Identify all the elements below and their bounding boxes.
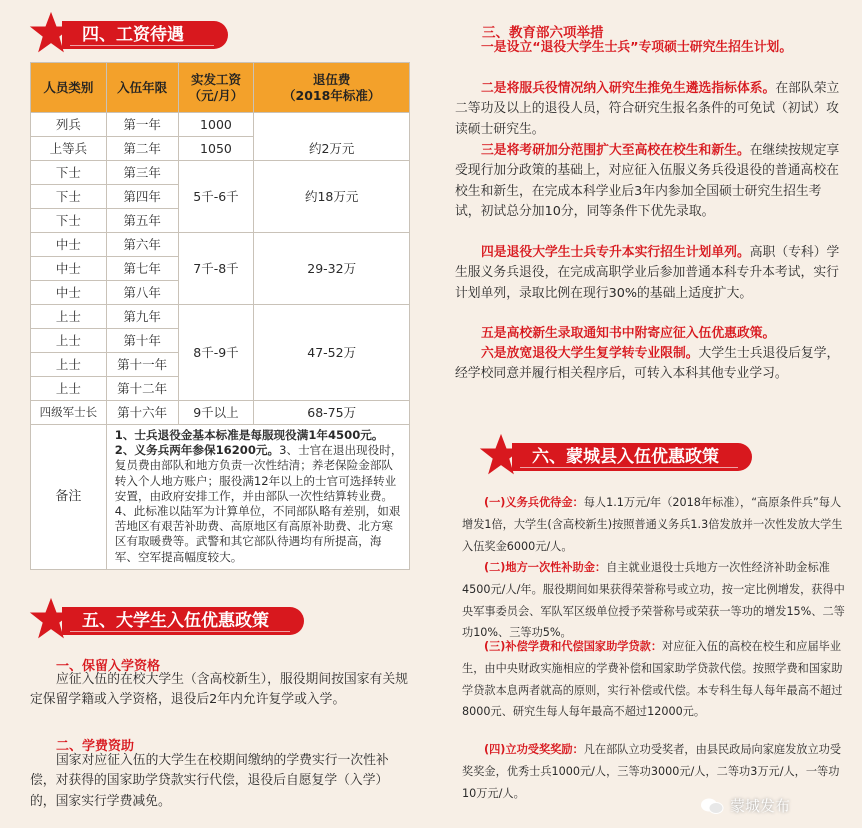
measure-2 bbox=[455, 79, 847, 140]
year-cell: 第十年 bbox=[106, 329, 178, 353]
note-row bbox=[31, 425, 410, 570]
note-body: 3、士官在退出现役时，复员费由部队和地方负责一次性结清；养老保险金部队转入个人地方账户；服役满12年以上的士官可选择转业安置，由政府安排工作，并由部队一次性结算转业费。4、此标准以陆军为计算单位，不同部队略有差别，如艰苦地区有艰苦补助费、高原地区有高原补助费、北方寒区有取暖费等。武警和其它部队待遇均有所提高，海军、空军提高幅度较大。 bbox=[114, 443, 403, 564]
table-row bbox=[31, 161, 410, 185]
measure-1-title: 一是设立“退役大学生士兵”专项硕士研究生招生计划。 bbox=[481, 40, 793, 55]
benefit-3-label: (三)补偿学费和代偿国家助学贷款： bbox=[484, 640, 663, 653]
table-row bbox=[31, 233, 410, 257]
benefit-4-label: (四)立功受奖奖励： bbox=[484, 743, 584, 756]
table-row bbox=[31, 113, 410, 137]
measure-1 bbox=[455, 38, 847, 58]
note-label: 备注 bbox=[31, 425, 107, 570]
rank-cell: 四级军士长 bbox=[31, 401, 107, 425]
table-row bbox=[31, 305, 410, 329]
measure-4 bbox=[455, 243, 847, 304]
measure-6-title: 六是放宽退役大学生复学转专业限制。 bbox=[481, 346, 699, 361]
measure-3-title: 三是将考研加分范围扩大至高校在校生和新生。 bbox=[481, 143, 750, 158]
year-cell: 第三年 bbox=[106, 161, 178, 185]
measure-5-title: 五是高校新生录取通知书中附寄应征入伍优惠政策。 bbox=[481, 326, 776, 341]
section6-title: 六、蒙城县入伍优惠政策 bbox=[512, 443, 752, 471]
rank-cell: 上等兵 bbox=[31, 137, 107, 161]
wage-cell: 5千-6千 bbox=[178, 161, 254, 233]
benefit-3 bbox=[462, 636, 847, 723]
retire-cell: 约18万元 bbox=[254, 161, 410, 233]
rank-cell: 中士 bbox=[31, 233, 107, 257]
measure-6 bbox=[455, 344, 847, 385]
measure-2-text: 在部队荣立二等功及以上的退役人员，符合研究生报名条件的可免试（初试）攻读硕士研究生。 bbox=[455, 81, 840, 137]
benefit-1 bbox=[462, 492, 847, 557]
year-cell: 第十二年 bbox=[106, 377, 178, 401]
wage-cell: 1050 bbox=[178, 137, 254, 161]
table-header: 实发工资 （元/月） bbox=[178, 63, 254, 113]
sub-heading: 一、保留入学资格 bbox=[56, 659, 161, 674]
table-header: 入伍年限 bbox=[106, 63, 178, 113]
benefit-1-label: (一)义务兵优待金： bbox=[484, 496, 584, 509]
retire-cell: 29-32万 bbox=[254, 233, 410, 305]
wechat-icon bbox=[700, 797, 724, 815]
note-text bbox=[106, 425, 409, 570]
rank-cell: 中士 bbox=[31, 257, 107, 281]
section5-banner bbox=[28, 600, 308, 638]
paragraph: 国家对应征入伍的大学生在校期间缴纳的学费实行一次性补偿，对获得的国家助学贷款实行代偿，退役后自愿复学（入学）的，国家实行学费减免。 bbox=[30, 753, 389, 809]
wage-cell: 9千以上 bbox=[178, 401, 254, 425]
section-heading: 三、教育部六项举措 bbox=[482, 25, 604, 41]
table-row bbox=[31, 401, 410, 425]
table-header: 退伍费 （2018年标准） bbox=[254, 63, 410, 113]
rank-cell: 下士 bbox=[31, 185, 107, 209]
wage-cell: 7千-8千 bbox=[178, 233, 254, 305]
measure-4-text: 高职（专科）学生服义务兵退役，在完成高职学业后参加普通本科专升本考试，实行计划单列，录取比例在现行30%的基础上适度扩大。 bbox=[455, 245, 840, 301]
rank-cell: 中士 bbox=[31, 281, 107, 305]
rank-cell: 上士 bbox=[31, 377, 107, 401]
wage-cell: 8千-9千 bbox=[178, 305, 254, 401]
rank-cell: 上士 bbox=[31, 305, 107, 329]
measure-6-text: 大学生士兵退役后复学，经学校同意并履行相关程序后，可转入本科其他专业学习。 bbox=[455, 346, 840, 382]
measure-2-title: 二是将服兵役情况纳入研究生推免生遴选指标体系。 bbox=[481, 81, 776, 96]
benefit-1-text: 每人1.1万元/年（2018年标准），“高原条件兵”每人增发1倍，大学生(含高校新生)按照普通义务兵1.3倍发放并一次性发放大学生入伍奖金6000元/人。 bbox=[462, 496, 843, 553]
year-cell: 第八年 bbox=[106, 281, 178, 305]
measure-5 bbox=[455, 324, 847, 344]
benefit-3-text: 对应征入伍的高校在校生和应届毕业生，由中央财政实施相应的学费补偿和国家助学贷款代偿。按照学费和国家助学贷款本息两者就高的原则，实行补偿或代偿。本专科生每人每年最高不超过8000元、研究生每人每年最高不超过12000元。 bbox=[462, 640, 843, 719]
watermark-text: 蒙城发布 bbox=[730, 797, 791, 815]
measure-3 bbox=[455, 141, 847, 223]
section6-banner bbox=[478, 436, 758, 474]
year-cell: 第五年 bbox=[106, 209, 178, 233]
section4-banner bbox=[28, 14, 228, 52]
year-cell: 第十六年 bbox=[106, 401, 178, 425]
measure-3-text: 在继续按规定享受现行加分政策的基础上，对应征入伍服义务兵役退役的普通高校在校生和新生，在完成本科学业后3年内参加全国硕士研究生招生考试，初试总分加10分，同等条件下优先录取。 bbox=[455, 143, 840, 220]
year-cell: 第六年 bbox=[106, 233, 178, 257]
watermark bbox=[700, 795, 790, 816]
year-cell: 第七年 bbox=[106, 257, 178, 281]
rank-cell: 下士 bbox=[31, 161, 107, 185]
paragraph: 应征入伍的在校大学生（含高校新生），服役期间按国家有关规定保留学籍或入学资格，退役后2年内允许复学或入学。 bbox=[30, 672, 408, 708]
section4-title: 四、工资待遇 bbox=[62, 21, 228, 49]
benefit-2-label: (二)地方一次性补助金： bbox=[484, 561, 607, 574]
note-bold: 1、士兵退役金基本标准是每服现役满1年4500元。2、义务兵两年参保16200元。 bbox=[114, 428, 384, 458]
rank-cell: 上士 bbox=[31, 353, 107, 377]
benefit-4-text: 凡在部队立功受奖者，由县民政局向家庭发放立功受奖奖金，优秀士兵1000元/人，三等功3000元/人，二等功3万元/人，一等功10万元/人。 bbox=[462, 743, 842, 800]
year-cell: 第二年 bbox=[106, 137, 178, 161]
year-cell: 第十一年 bbox=[106, 353, 178, 377]
measure-4-title: 四是退役大学生士兵专升本实行招生计划单列。 bbox=[481, 245, 750, 260]
table-header: 人员类别 bbox=[31, 63, 107, 113]
year-cell: 第四年 bbox=[106, 185, 178, 209]
rank-cell: 列兵 bbox=[31, 113, 107, 137]
benefit-2 bbox=[462, 557, 847, 644]
wage-table bbox=[30, 62, 410, 570]
wage-cell: 1000 bbox=[178, 113, 254, 137]
rank-cell: 下士 bbox=[31, 209, 107, 233]
benefit-2-text: 自主就业退役士兵地方一次性经济补助金标准4500元/人/年。服役期间如果获得荣誉称号或立功，按一定比例增发，获得中央军事委员会、军队军区级单位授予荣誉称号或荣获一等功的增发15%、二等功10%、三等功5%。 bbox=[462, 561, 845, 640]
retire-cell: 约2万元 bbox=[254, 113, 410, 161]
year-cell: 第九年 bbox=[106, 305, 178, 329]
section5-title: 五、大学生入伍优惠政策 bbox=[62, 607, 304, 635]
retire-cell: 68-75万 bbox=[254, 401, 410, 425]
sub-heading: 二、学费资助 bbox=[56, 739, 135, 754]
rank-cell: 上士 bbox=[31, 329, 107, 353]
retire-cell: 47-52万 bbox=[254, 305, 410, 401]
year-cell: 第一年 bbox=[106, 113, 178, 137]
